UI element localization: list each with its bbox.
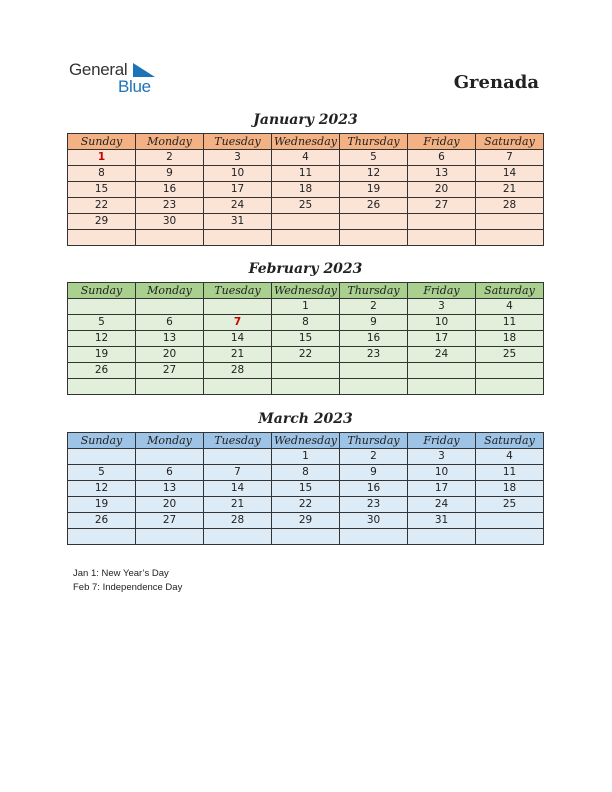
day-cell: 19 <box>340 182 408 198</box>
day-cell <box>340 230 408 246</box>
day-cell: 23 <box>340 497 408 513</box>
day-cell: 18 <box>272 182 340 198</box>
day-cell: 18 <box>476 481 544 497</box>
day-cell: 5 <box>68 465 136 481</box>
day-cell: 25 <box>272 198 340 214</box>
weekday-header-saturday: Saturday <box>476 433 544 449</box>
day-cell: 10 <box>204 166 272 182</box>
weekday-header-thursday: Thursday <box>340 283 408 299</box>
day-cell: 12 <box>68 481 136 497</box>
day-cell <box>476 529 544 545</box>
day-cell: 15 <box>272 331 340 347</box>
day-cell: 21 <box>476 182 544 198</box>
day-cell: 17 <box>408 331 476 347</box>
day-cell: 8 <box>68 166 136 182</box>
day-cell: 9 <box>340 315 408 331</box>
day-cell <box>408 363 476 379</box>
day-cell: 5 <box>340 150 408 166</box>
week-row <box>68 182 544 198</box>
day-cell: 25 <box>476 497 544 513</box>
week-row <box>68 529 544 545</box>
weekday-header-thursday: Thursday <box>340 134 408 150</box>
country-title: Grenada <box>453 72 539 93</box>
weekday-header-wednesday: Wednesday <box>272 433 340 449</box>
week-row <box>68 497 544 513</box>
day-cell <box>136 449 204 465</box>
day-cell: 24 <box>204 198 272 214</box>
week-row <box>68 299 544 315</box>
day-cell: 25 <box>476 347 544 363</box>
day-cell: 29 <box>272 513 340 529</box>
day-cell <box>340 214 408 230</box>
day-cell: 8 <box>272 315 340 331</box>
day-cell <box>136 379 204 395</box>
weekday-header-friday: Friday <box>408 433 476 449</box>
weekday-header-sunday: Sunday <box>68 134 136 150</box>
day-cell: 14 <box>204 331 272 347</box>
weekday-header-friday: Friday <box>408 283 476 299</box>
day-cell: 1 <box>272 299 340 315</box>
day-cell: 11 <box>272 166 340 182</box>
day-cell: 22 <box>272 347 340 363</box>
weekday-header-monday: Monday <box>136 283 204 299</box>
day-cell: 30 <box>340 513 408 529</box>
calendar-january <box>67 133 544 246</box>
day-cell: 20 <box>136 347 204 363</box>
day-cell: 31 <box>408 513 476 529</box>
month-title-march: March 2023 <box>258 411 353 427</box>
weekday-header-tuesday: Tuesday <box>204 433 272 449</box>
day-cell: 26 <box>68 513 136 529</box>
day-cell <box>476 214 544 230</box>
weekday-header-thursday: Thursday <box>340 433 408 449</box>
logo-word-blue: Blue <box>118 77 151 96</box>
day-cell: 23 <box>340 347 408 363</box>
day-cell: 27 <box>136 513 204 529</box>
day-cell: 21 <box>204 497 272 513</box>
day-cell: 24 <box>408 347 476 363</box>
weekday-header-monday: Monday <box>136 433 204 449</box>
weekday-header-row <box>68 283 544 299</box>
calendar-february <box>67 282 544 395</box>
day-cell <box>408 214 476 230</box>
day-cell <box>204 379 272 395</box>
day-cell <box>340 529 408 545</box>
weekday-header-monday: Monday <box>136 134 204 150</box>
day-cell <box>68 449 136 465</box>
day-cell: 19 <box>68 497 136 513</box>
day-cell <box>408 379 476 395</box>
day-cell <box>68 299 136 315</box>
day-cell: 28 <box>204 363 272 379</box>
day-cell: 4 <box>272 150 340 166</box>
day-cell: 22 <box>68 198 136 214</box>
day-cell: 16 <box>340 481 408 497</box>
week-row <box>68 449 544 465</box>
day-cell: 6 <box>136 315 204 331</box>
logo-word-general: General <box>69 60 128 79</box>
day-cell <box>136 529 204 545</box>
day-cell <box>136 230 204 246</box>
day-cell: 22 <box>272 497 340 513</box>
day-cell <box>476 379 544 395</box>
day-cell <box>136 299 204 315</box>
day-cell: 13 <box>408 166 476 182</box>
day-cell: 15 <box>68 182 136 198</box>
day-cell: 9 <box>136 166 204 182</box>
weekday-header-saturday: Saturday <box>476 134 544 150</box>
weekday-header-tuesday: Tuesday <box>204 134 272 150</box>
day-cell <box>204 299 272 315</box>
day-cell: 6 <box>408 150 476 166</box>
week-row <box>68 150 544 166</box>
day-cell <box>476 363 544 379</box>
day-cell <box>272 214 340 230</box>
day-cell <box>272 230 340 246</box>
month-title-february: February 2023 <box>248 261 363 277</box>
holiday-note: Jan 1: New Year’s Day <box>73 568 169 579</box>
day-cell: 27 <box>136 363 204 379</box>
day-cell: 21 <box>204 347 272 363</box>
day-cell <box>340 379 408 395</box>
week-row <box>68 347 544 363</box>
day-cell: 15 <box>272 481 340 497</box>
day-cell: 3 <box>204 150 272 166</box>
weekday-header-saturday: Saturday <box>476 283 544 299</box>
weekday-header-row <box>68 134 544 150</box>
day-cell: 28 <box>476 198 544 214</box>
week-row <box>68 331 544 347</box>
day-cell: 31 <box>204 214 272 230</box>
day-cell <box>272 529 340 545</box>
calendar-march <box>67 432 544 545</box>
day-cell <box>68 230 136 246</box>
day-cell <box>68 529 136 545</box>
day-cell <box>272 379 340 395</box>
day-cell: 12 <box>340 166 408 182</box>
day-cell: 2 <box>340 299 408 315</box>
week-row <box>68 513 544 529</box>
day-cell: 29 <box>68 214 136 230</box>
day-cell: 3 <box>408 299 476 315</box>
weekday-header-wednesday: Wednesday <box>272 283 340 299</box>
week-row <box>68 214 544 230</box>
day-cell <box>408 230 476 246</box>
day-cell <box>340 363 408 379</box>
day-cell: 13 <box>136 331 204 347</box>
weekday-header-tuesday: Tuesday <box>204 283 272 299</box>
day-cell: 20 <box>408 182 476 198</box>
week-row <box>68 230 544 246</box>
day-cell: 14 <box>204 481 272 497</box>
day-cell <box>204 449 272 465</box>
day-cell <box>272 363 340 379</box>
day-cell: 1 <box>272 449 340 465</box>
day-cell <box>68 379 136 395</box>
day-cell: 27 <box>408 198 476 214</box>
day-cell: 26 <box>340 198 408 214</box>
day-cell <box>204 230 272 246</box>
day-cell: 26 <box>68 363 136 379</box>
weekday-header-friday: Friday <box>408 134 476 150</box>
day-cell: 7 <box>204 465 272 481</box>
day-cell: 11 <box>476 315 544 331</box>
day-cell: 11 <box>476 465 544 481</box>
day-cell: 28 <box>204 513 272 529</box>
day-cell <box>476 513 544 529</box>
day-cell: 24 <box>408 497 476 513</box>
month-title-january: January 2023 <box>253 112 358 128</box>
brand-logo <box>69 60 169 96</box>
weekday-header-sunday: Sunday <box>68 283 136 299</box>
day-cell: 10 <box>408 465 476 481</box>
day-cell: 13 <box>136 481 204 497</box>
week-row <box>68 198 544 214</box>
day-cell: 30 <box>136 214 204 230</box>
day-cell: 20 <box>136 497 204 513</box>
holiday-note: Feb 7: Independence Day <box>73 582 183 593</box>
day-cell: 12 <box>68 331 136 347</box>
day-cell: 16 <box>340 331 408 347</box>
day-cell: 7 <box>204 315 272 331</box>
holiday-notes <box>73 567 182 595</box>
day-cell: 23 <box>136 198 204 214</box>
day-cell: 2 <box>340 449 408 465</box>
week-row <box>68 379 544 395</box>
day-cell: 17 <box>408 481 476 497</box>
weekday-header-row <box>68 433 544 449</box>
day-cell: 16 <box>136 182 204 198</box>
day-cell: 17 <box>204 182 272 198</box>
day-cell: 10 <box>408 315 476 331</box>
week-row <box>68 166 544 182</box>
day-cell <box>408 529 476 545</box>
weekday-header-wednesday: Wednesday <box>272 134 340 150</box>
day-cell: 1 <box>68 150 136 166</box>
day-cell: 8 <box>272 465 340 481</box>
day-cell: 4 <box>476 449 544 465</box>
week-row <box>68 315 544 331</box>
day-cell: 14 <box>476 166 544 182</box>
day-cell <box>204 529 272 545</box>
day-cell: 19 <box>68 347 136 363</box>
day-cell: 5 <box>68 315 136 331</box>
week-row <box>68 481 544 497</box>
day-cell: 7 <box>476 150 544 166</box>
week-row <box>68 363 544 379</box>
day-cell <box>476 230 544 246</box>
day-cell: 18 <box>476 331 544 347</box>
weekday-header-sunday: Sunday <box>68 433 136 449</box>
day-cell: 6 <box>136 465 204 481</box>
day-cell: 9 <box>340 465 408 481</box>
day-cell: 2 <box>136 150 204 166</box>
day-cell: 4 <box>476 299 544 315</box>
week-row <box>68 465 544 481</box>
day-cell: 3 <box>408 449 476 465</box>
logo-triangle-icon <box>133 63 155 77</box>
